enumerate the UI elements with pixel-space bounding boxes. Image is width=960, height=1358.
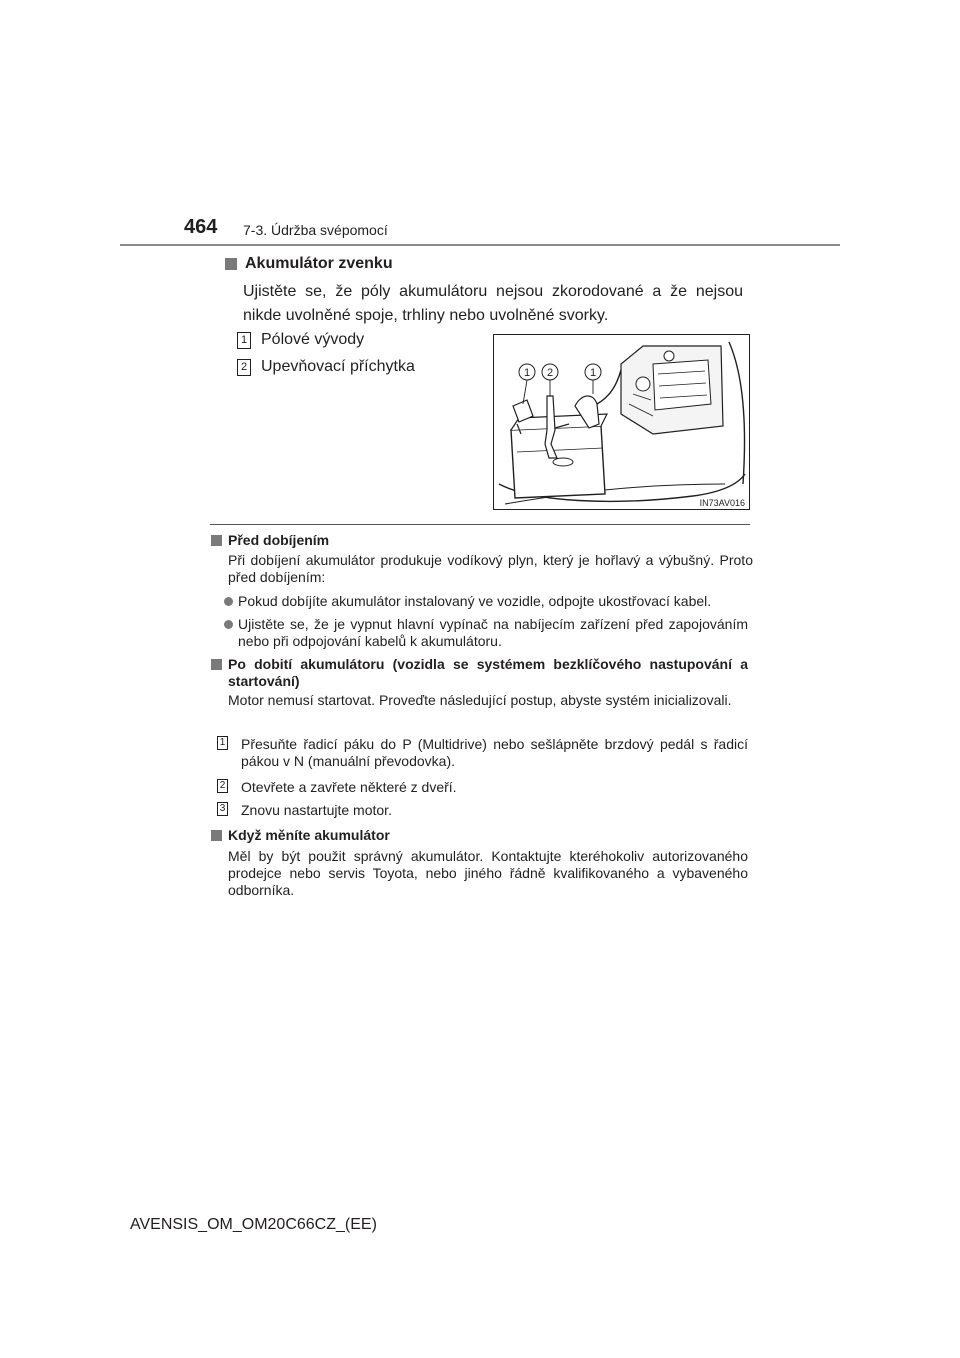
before-charging-text: Při dobíjení akumulátor produkuje vodíkový plyn, který je hořlavý a výbušný. Proto před dobíjením:: [228, 552, 753, 585]
battery-illustration: [493, 334, 750, 510]
legend-label: Pólové vývody: [261, 331, 365, 348]
header-divider: [120, 244, 840, 246]
section-divider: [210, 524, 750, 525]
svg-text:2: 2: [546, 367, 554, 379]
round-bullet-icon: [224, 620, 233, 629]
step-3: [217, 802, 392, 819]
bullet-text: Pokud dobíjíte akumulátor instalovaný ve vozidle, odpojte ukostřovací kabel.: [238, 593, 712, 609]
legend-item-terminals: [237, 331, 364, 349]
figure-code: IN73AV016: [699, 498, 745, 508]
bullet-text: Ujistěte se, že je vypnut hlavní vypínač na nabíjecím zařízení před zapojováním nebo při odpojování kabelů k akumulátoru.: [238, 616, 748, 649]
step-number: 1: [217, 736, 228, 750]
legend-item-hold-down-clamp: [237, 358, 415, 376]
callout-2: [542, 364, 558, 380]
step-number: 3: [217, 802, 228, 816]
square-bullet-icon: [211, 830, 222, 841]
callout-1-left: [519, 364, 535, 380]
replacing-heading-text: Když měníte akumulátor: [228, 827, 390, 843]
replacing-text: Měl by být použit správný akumulátor. Kontaktujte kteréhokoliv autorizovaného prodejce nebo servis Toyota, nebo jiného řádně kvalifikovaného a vybaveného odborníka.: [228, 848, 748, 898]
round-bullet-icon: [224, 597, 233, 606]
section-title: 7-3. Údržba svépomocí: [243, 222, 388, 238]
after-charging-heading-text: Po dobití akumulátoru (vozidla se systémem bezklíčového nastupování a startování): [228, 656, 748, 689]
page-number: 464: [184, 216, 218, 238]
battery-exterior-text: Ujistěte se, že póly akumulátoru nejsou zkorodované a že nejsou nikde uvolněné spoje, trhliny nebo uvolněné svorky.: [243, 283, 743, 324]
step-text: Přesuňte řadicí páku do P (Multidrive) nebo sešlápněte brzdový pedál s řadicí pákou v N (manuální převodovka).: [241, 736, 748, 769]
step-2: [217, 779, 457, 796]
square-bullet-icon: [211, 659, 222, 670]
square-bullet-icon: [211, 535, 222, 546]
battery-exterior-heading: [225, 255, 393, 273]
before-charging-bullet-1: [224, 593, 748, 610]
callout-1-right: [585, 364, 601, 380]
square-bullet-icon: [225, 258, 237, 270]
svg-text:1: 1: [589, 367, 597, 379]
step-number: 2: [217, 779, 228, 793]
before-charging-bullet-2: [224, 616, 748, 650]
svg-text:1: 1: [523, 367, 531, 379]
replacing-heading: [211, 827, 390, 844]
before-charging-heading: [211, 532, 329, 549]
before-charging-heading-text: Před dobíjením: [228, 532, 330, 548]
step-text: Znovu nastartujte motor.: [241, 802, 392, 818]
callout-number: 1: [237, 332, 251, 349]
after-charging-text: Motor nemusí startovat. Proveďte následující postup, abyste systém inicializovali.: [228, 692, 732, 708]
legend-label: Upevňovací příchytka: [261, 358, 415, 375]
battery-exterior-heading-text: Akumulátor zvenku: [245, 255, 393, 272]
step-1: [217, 736, 748, 770]
callout-number: 2: [237, 359, 251, 376]
document-code: AVENSIS_OM_OM20C66CZ_(EE): [130, 1216, 377, 1233]
step-text: Otevřete a zavřete některé z dveří.: [241, 779, 457, 795]
after-charging-heading: [211, 656, 748, 690]
